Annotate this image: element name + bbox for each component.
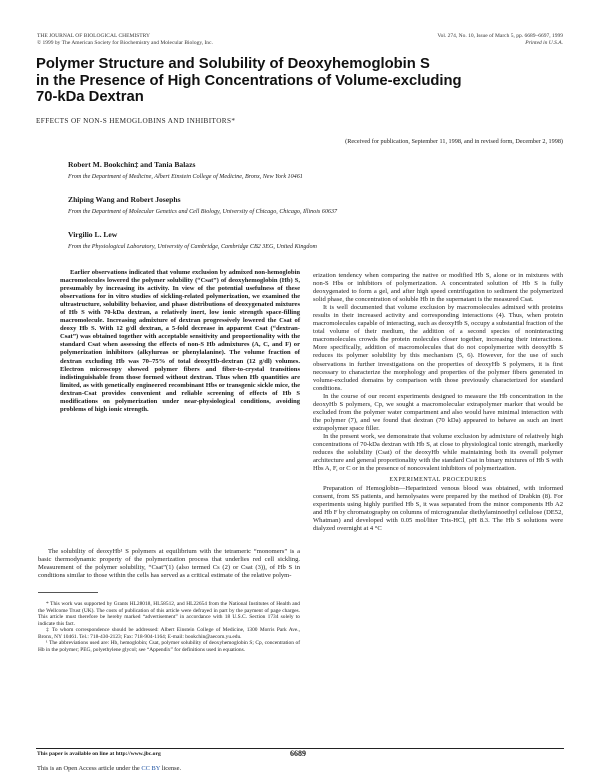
- volume-line: Vol. 274, No. 10, Issue of March 5, pp. 6689–6697, 1999: [437, 33, 563, 39]
- received-dates: (Received for publication, September 11, 1998, and in revised form, December 2, 1998): [345, 138, 563, 145]
- footnote-correspondence: ‡ To whom correspondence should be addressed: Albert Einstein College of Medicine, 1300 Morris Park Ave., Bronx, NY 10461. Tel.: 718-430-2123; Fax: 718-904-1164; E-mail: bookchin@aecom.yu.edu.: [38, 627, 300, 640]
- methods-paragraph: Preparation of Hemoglobin—Heparinized venous blood was obtained, with informed consent, from SS patients, and hemolysates were prepared by the method of Drabkin (8). For experiments using highly purified Hb S, it was separated from the minor components Hb A2 and Hb F by chromatography on columns of microgranular diethylaminoethyl cellulose (DE52, Whatman) and developed with 0.05 mol/liter Tris-HCl, pH 8.3. The Hb S solutions were dialyzed overnight at 4 °C: [313, 485, 563, 533]
- page-number: 6689: [290, 749, 306, 758]
- open-access-text: This is an Open Access article under the: [37, 765, 140, 772]
- journal-name: THE JOURNAL OF BIOLOGICAL CHEMISTRY: [37, 33, 150, 39]
- body-paragraph: erization tendency when comparing the native or modified Hb S, alone or in mixtures with non-S Hbs or inhibitors of polymerization. A concentrated solution of Hb S is fully deoxygenated to form a gel, and after high speed centrifugation to sediment the polymerized solid phase, the concentration of soluble Hb in the supernatant is the measured Csat.: [313, 272, 563, 304]
- title-line-3: 70-kDa Dextran: [36, 89, 144, 106]
- body-paragraph: In the present work, we demonstrate that volume exclusion by admixture of relatively high concentrations of 70-kDa dextran with Hb S, at close to physiological ionic strength, markedly reduces the solubility (Csat) of the deoxyHb while maintaining both its overall polymer architecture and general proportionality with the standard Csat in binary mixtures of Hb S with Hbs A, F, or C or in the presence of noncovalent inhibitors of polymerization.: [313, 432, 563, 473]
- online-availability: This paper is available on line at http://www.jbc.org: [37, 751, 161, 757]
- body-paragraph: The solubility of deoxyHb¹ S polymers at equilibrium with the tetrameric “monomers” is a basic thermodynamic property of the polymerization process that underlies red cell sickling. Measurement of the polymer solubility, “Csat”(1) (also termed Cs (2) or Csat (3)), of Hb S in conditions similar to those within the cells has served as a critical estimate of the relative polym-: [38, 548, 300, 580]
- abstract: Earlier observations indicated that volume exclusion by admixed non-hemoglobin macromolecules lowered the polymer solubility (“Csat”) of deoxyhemoglobin (Hb) S, presumably by increasing its activity. In view of the potential usefulness of these observations for in vitro studies of sickling-related polymerization, we examined the ultrastructure, solubility behavior, and phase distributions of deoxygenated mixtures of Hb S with 70-kDa dextran, a relatively inert, low ionic strength space-filling macromolecule. Increasing admixture of dextran progressively lowered the Csat of deoxy Hb S. With 12 g/dl dextran, a 5-fold decrease in apparent Csat (“dextran-Csat”) was obtained together with acceptable sensitivity and proportionality with the standard Csat when assessing the effects of non-S Hb admixtures (A, C, and F) or polymerization inhibitors (alkylureas or phenylalanine). The volume fraction of dextran excluding Hb was 70–75% of total deoxyHb-dextran (12 g/dl) volumes. Electron microscopy showed polymer fibers and fiber-to-crystal transitions indistinguishable from those formed without dextran. Thus when Hb quantities are limited, as with genetically engineered recombinant Hbs or transgenic sickle mice, the dextran-Csat provides convenient and reliable screening of effects of Hb S modifications on polymerization under near-physiological conditions, avoiding problems of high ionic strength.: [60, 269, 300, 413]
- body-paragraph: In the course of our recent experiments designed to measure the Hb concentration in the deoxyHb S polymers, Cp, we sought a macromolecular extrapolymer marker that would be excluded from the polymer water compartment and also would have minimal interaction with the polymer (7), and we found that dextran (70 kDa) appeared to behave as such an inert extrapolymer space filler.: [313, 392, 563, 432]
- article-subtitle: EFFECTS OF NON-S HEMOGLOBINS AND INHIBITORS*: [36, 117, 236, 125]
- body-paragraph: It is well documented that volume exclusion by macromolecules admixed with proteins results in their increased activity and corresponding interactions (4). Thus, when protein macromolecules capable of interacting, such as deoxyHb S, occupy a substantial fraction of the total volume of their medium, the addition of a second species of noninteracting macromolecules crowds the protein molecules closer together, increasing their interactions. More specifically, addition of macromolecules that do not copolymerize with deoxyHb S reduces its polymer solubility by this mechanism (5, 6). However, for the use of such observations in further investigations on the properties of deoxyHb S polymers, it is first necessary to characterize the morphology and properties of the polymer fibers generated in volume-excluded domains by comparison with those previously characterized for standard conditions.: [313, 304, 563, 392]
- copyright-line: © 1999 by The American Society for Biochemistry and Molecular Biology, Inc.: [37, 40, 213, 46]
- title-line-1: Polymer Structure and Solubility of Deoxyhemoglobin S: [36, 56, 430, 72]
- open-access-notice: [37, 765, 181, 772]
- author-affiliation: From the Department of Molecular Genetics and Cell Biology, University of Chicago, Chicago, Illinois 60637: [68, 209, 338, 215]
- author-affiliation: From the Department of Medicine, Albert Einstein College of Medicine, Bronx, New York 10461: [68, 174, 303, 180]
- section-heading: EXPERIMENTAL PROCEDURES: [389, 477, 487, 484]
- body-left-column: [38, 548, 300, 580]
- license-link[interactable]: CC BY: [141, 765, 161, 772]
- footnote-divider: [38, 592, 98, 593]
- footnote-abbreviations: ¹ The abbreviations used are: Hb, hemoglobin; Csat, polymer solubility of deoxyhemoglobin S; Cp, concentration of Hb in the polymer; PEG, polyethylene glycol; see “Appendix” for definitions used in equations.: [38, 640, 300, 653]
- author-names: Virgilio L. Lew: [68, 230, 118, 239]
- footnotes: [38, 601, 300, 653]
- author-names: Zhiping Wang and Robert Josephs: [68, 195, 181, 204]
- author-affiliation: From the Physiological Laboratory, University of Cambridge, Cambridge CB2 3EG, United Kingdom: [68, 244, 317, 250]
- printed-line: Printed in U.S.A.: [525, 40, 563, 46]
- author-names: Robert M. Bookchin‡ and Tania Balazs: [68, 160, 196, 169]
- article-title: [36, 56, 556, 106]
- footnote-funding: * This work was supported by Grants HL28018, HL58512, and HL22654 from the National Institutes of Health and the Wellcome Trust (UK). The costs of publication of this article were defrayed in part by the payment of page charges. This article must therefore be hereby marked “advertisement” in accordance with 18 U.S.C. Section 1734 solely to indicate this fact.: [38, 601, 300, 627]
- title-line-2: in the Presence of High Concentrations of Volume-excluding: [36, 72, 462, 89]
- body-right-column: [313, 272, 563, 533]
- license-suffix: license.: [161, 765, 182, 772]
